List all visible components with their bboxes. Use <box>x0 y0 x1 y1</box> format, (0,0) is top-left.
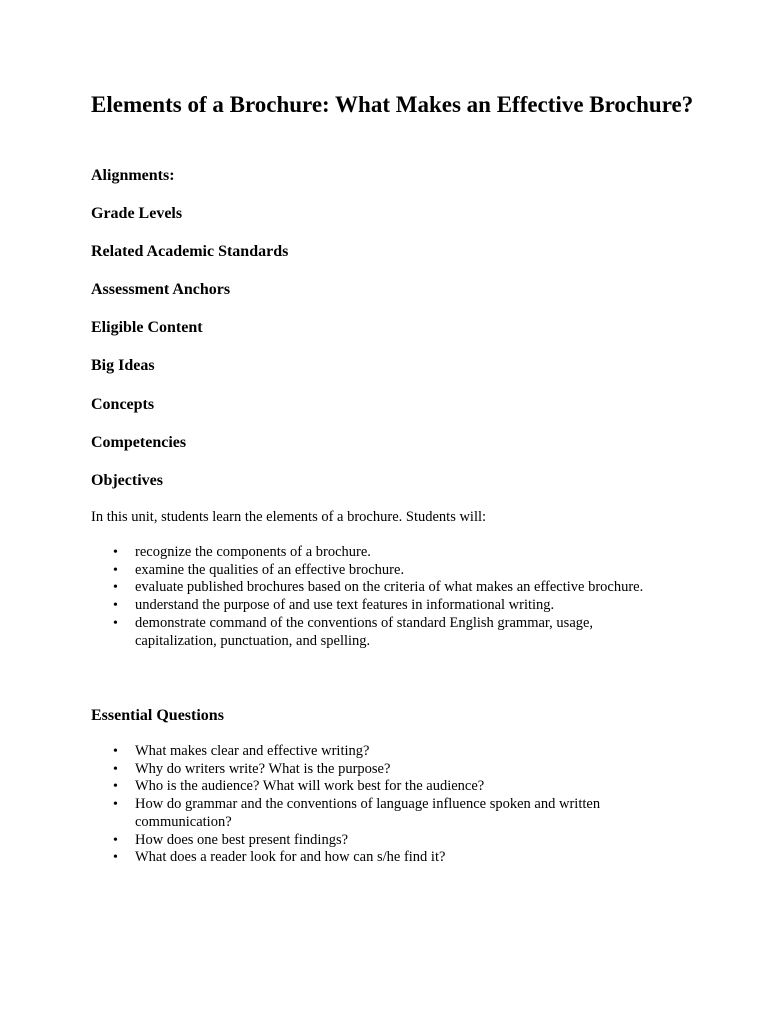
question-text: Who is the audience? What will work best for the audience? <box>135 778 485 795</box>
bullet-icon: • <box>113 779 118 795</box>
heading-assessment-anchors: Assessment Anchors <box>91 281 231 298</box>
list-item <box>91 761 711 779</box>
heading-big-ideas: Big Ideas <box>91 357 155 374</box>
objective-text: examine the qualities of an effective brochure. <box>135 561 405 578</box>
objective-text: evaluate published brochures based on the criteria of what makes an effective brochure. <box>135 579 644 596</box>
bullet-icon: • <box>113 580 118 596</box>
heading-grade-levels: Grade Levels <box>91 205 183 222</box>
objective-text: recognize the components of a brochure. <box>135 544 371 560</box>
list-item <box>91 778 711 796</box>
list-item <box>91 597 711 615</box>
question-text: How do grammar and the conventions of language influence spoken and written communication? <box>135 796 601 830</box>
question-text: What does a reader look for and how can s/he find it? <box>135 849 446 866</box>
heading-related-academic-standards: Related Academic Standards <box>91 243 289 260</box>
bullet-icon: • <box>113 562 118 578</box>
bullet-icon: • <box>113 545 118 560</box>
objective-text: understand the purpose of and use text features in informational writing. <box>135 597 555 614</box>
essential-questions-list <box>91 743 711 867</box>
heading-concepts: Concepts <box>91 396 155 413</box>
list-item <box>91 544 711 562</box>
question-text: Why do writers write? What is the purpose? <box>135 760 391 777</box>
bullet-icon: • <box>113 761 118 777</box>
objectives-list <box>91 544 711 650</box>
bullet-icon: • <box>113 615 118 631</box>
bullet-icon: • <box>113 797 118 813</box>
list-item <box>91 796 675 831</box>
objectives-intro: In this unit, students learn the elements of a brochure. Students will: <box>91 509 487 525</box>
bullet-icon: • <box>113 744 118 759</box>
heading-competencies: Competencies <box>91 434 187 451</box>
heading-eligible-content: Eligible Content <box>91 319 203 336</box>
list-item <box>91 849 711 867</box>
bullet-icon: • <box>113 598 118 614</box>
bullet-icon: • <box>113 832 118 848</box>
list-item <box>91 615 595 650</box>
objective-text: demonstrate command of the conventions of standard English grammar, usage, capitalization, punctuation, and spelling. <box>135 614 594 649</box>
heading-essential-questions: Essential Questions <box>91 707 224 724</box>
heading-objectives: Objectives <box>91 472 163 489</box>
list-item <box>91 832 711 850</box>
heading-alignments: Alignments: <box>91 167 175 184</box>
list-item <box>91 562 711 580</box>
document-title: Elements of a Brochure: What Makes an Effective Brochure? <box>91 92 694 117</box>
list-item <box>91 579 711 597</box>
question-text: How does one best present findings? <box>135 831 349 848</box>
list-item <box>91 743 711 761</box>
question-text: What makes clear and effective writing? <box>135 743 370 759</box>
bullet-icon: • <box>113 850 118 866</box>
